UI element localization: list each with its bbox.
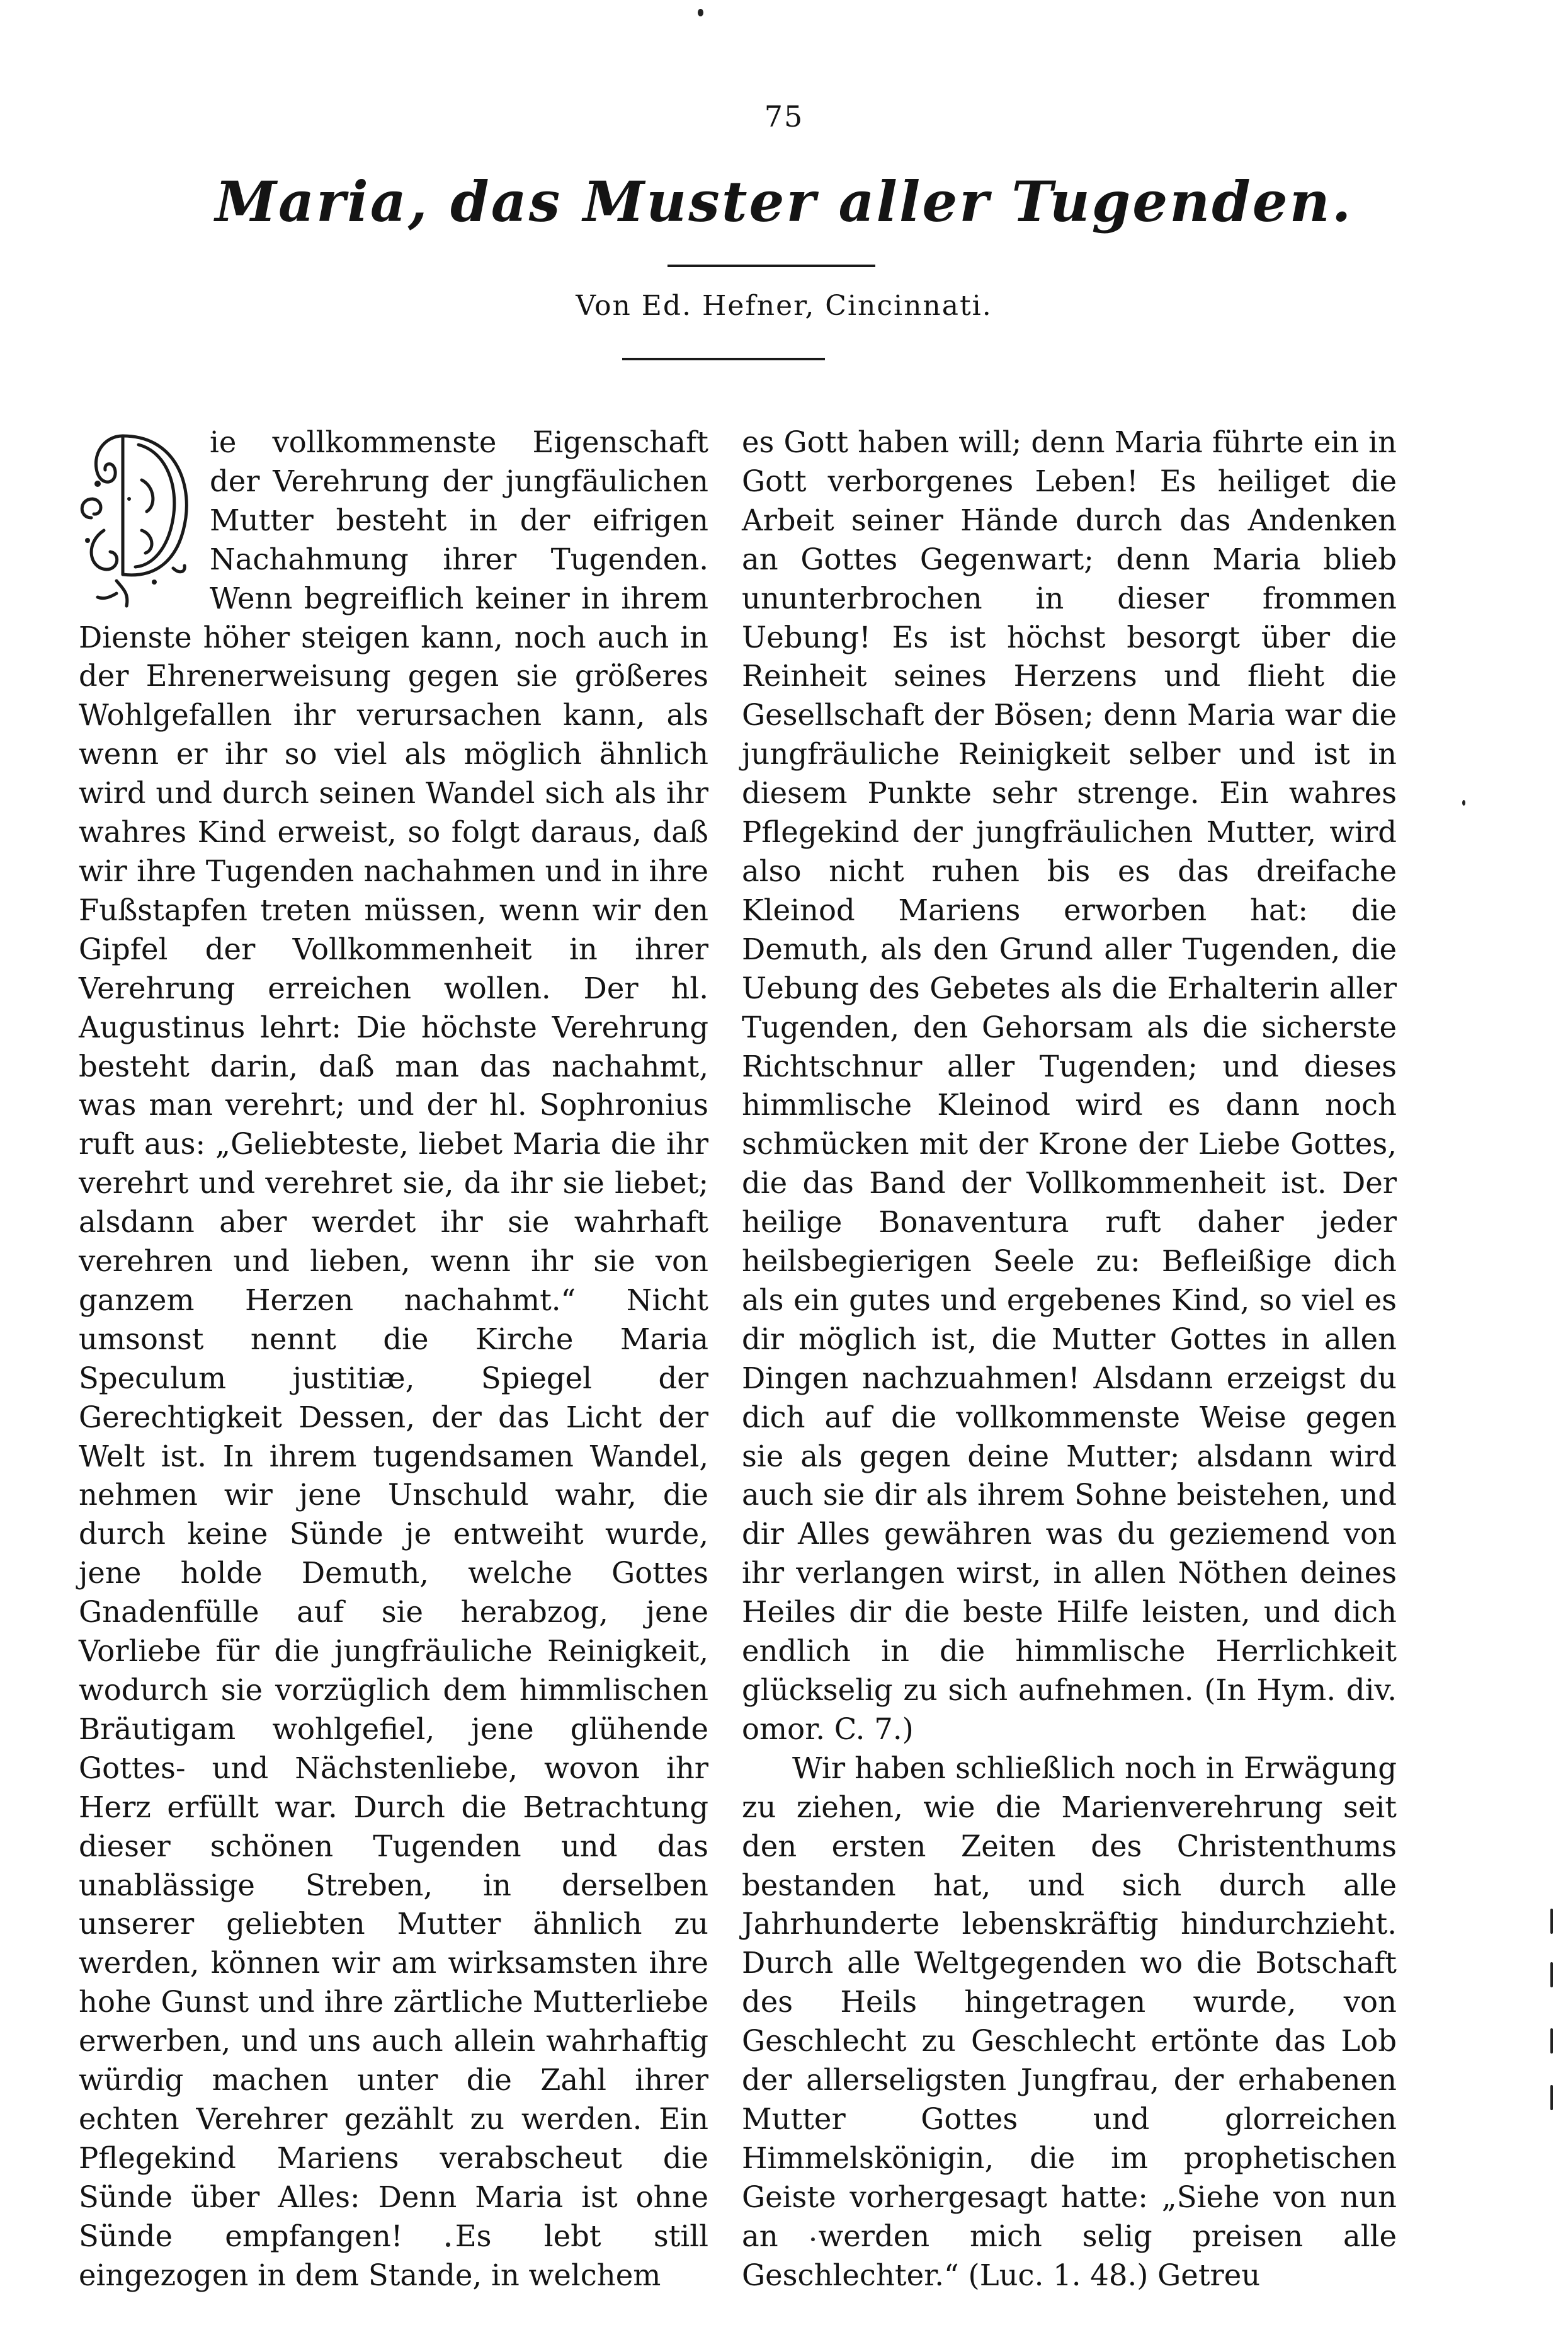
print-speck bbox=[1550, 2085, 1553, 2110]
byline-divider bbox=[622, 358, 825, 360]
paragraph: es Gott haben will; denn Maria führte ein in Gott verborgenes Leben! Es heiliget die Arbeit seiner Hände durch das Andenken an Gottes Gegenwart; denn Maria blieb ununterbrochen in dieser frommen Uebung! Es ist höchst besorgt über die Reinheit seines Herzens und flieht die Gesellschaft der Bösen; denn Maria war die jungfräuliche Reinigkeit selber und ist in diesem Punkte sehr strenge. Ein wahres Pflegekind der jungfräulichen Mutter, wird also nicht ruhen bis es das dreifache Kleinod Mariens erworben hat: die Demuth, als den Grund aller Tugenden, die Uebung des Gebetes als die Erhalterin aller Tugenden, den Gehorsam als die sicherste Richtschnur aller Tugenden; und dieses himmlische Kleinod wird es dann noch schmücken mit der Krone der Liebe Gottes, die das Band der Vollkommenheit ist. Der heilige Bonaventura ruft daher jeder heilsbegierigen Seele zu: Befleißige dich als ein gutes und ergebenes Kind, so viel es dir möglich ist, die Mutter Gottes in allen Dingen nachzuahmen! Alsdann erzeigst du dich auf die vollkommenste Weise gegen sie als gegen deine Mutter; alsdann wird auch sie dir als ihrem Sohne beistehen, und dir Alles gewähren was du geziemend von ihr verlangen wirst, in allen Nöthen deines Heiles dir die beste Hilfe leisten, und dich endlich in die himmlische Herrlichkeit glückselig zu sich aufnehmen. (In Hym. div. omor. C. 7.) bbox=[742, 425, 1397, 1746]
right-column bbox=[742, 423, 1397, 2295]
print-speck bbox=[1550, 1909, 1553, 1934]
print-speck bbox=[1550, 1962, 1553, 1987]
print-speck bbox=[1462, 800, 1465, 806]
print-speck bbox=[698, 9, 703, 16]
print-speck bbox=[1550, 2028, 1553, 2054]
author-byline: Von Ed. Hefner, Cincinnati. bbox=[576, 290, 992, 322]
page-number: 75 bbox=[764, 100, 804, 134]
paragraph: ie vollkommenste Eigenschaft der Verehrung der jungfäulichen Mutter besteht in der eifrigen Nachahmung ihrer Tugenden. Wenn begreiflich keiner in ihrem Dienste höher steigen kann, noch auch in der Ehrenerweisung gegen sie größeres Wohlgefallen ihr verursachen kann, als wenn er ihr so viel als möglich ähnlich wird und durch seinen Wandel sich als ihr wahres Kind erweist, so folgt daraus, daß wir ihre Tugenden nachahmen und in ihre Fußstapfen treten müssen, wenn wir den Gipfel der Vollkommenheit in ihrer Verehrung erreichen wollen. Der hl. Augustinus lehrt: Die höchste Verehrung besteht darin, daß man das nachahmt, was man verehrt; und der hl. Sophronius ruft aus: „Geliebteste, liebet Maria die ihr verehrt und verehret sie, da ihr sie liebet; alsdann aber werdet ihr sie wahrhaft verehren und lieben, wenn ihr sie von ganzem Herzen nachahmt.“ Nicht umsonst nennt die Kirche Maria Speculum justitiæ, Spiegel der Gerechtigkeit Dessen, der das Licht der Welt ist. In ihrem tugendsamen Wandel, nehmen wir jene Unschuld wahr, die durch keine Sünde je entweiht wurde, jene holde Demuth, welche Gottes Gnadenfülle auf sie herabzog, jene Vorliebe für die jungfräuliche Reinigkeit, wodurch sie vorzüglich dem himmlischen Bräutigam wohlgefiel, jene glühende Gottes- und Nächstenliebe, wovon ihr Herz erfüllt war. Durch die Betrachtung dieser schönen Tugenden und das unablässige Streben, in derselben unserer geliebten Mutter ähnlich zu werden, können wir am wirksamsten ihre hohe Gunst und ihre zärtliche Mutterliebe erwerben, und uns auch allein wahrhaftig würdig machen unter die Zahl ihrer echten Verehrer gezählt zu werden. Ein Pflegekind Mariens verabscheut die Sünde über Alles: Denn Maria ist ohne Sünde empfangen! Es lebt still eingezogen in dem Stande, in welchem bbox=[79, 425, 708, 2292]
title-divider bbox=[668, 265, 875, 267]
left-column bbox=[79, 423, 708, 2295]
page-title: Maria, das Muster aller Tugenden. bbox=[215, 169, 1353, 234]
paragraph: Wir haben schließlich noch in Erwägung zu ziehen, wie die Marienverehrung seit den ersten Zeiten des Christenthums bestanden hat, und sich durch alle Jahrhunderte lebenskräftig hindurchzieht. Durch alle Weltgegenden wo die Botschaft des Heils hingetragen wurde, von Geschlecht zu Geschlecht ertönte das Lob der allerseligsten Jungfrau, der erhabenen Mutter Gottes und glorreichen Himmelskönigin, die im prophetischen Geiste vorhergesagt hatte: „Siehe von nun an werden mich selig preisen alle Geschlechter.“ (Luc. 1. 48.) Getreu bbox=[742, 1751, 1397, 2292]
ornamental-initial-d-icon bbox=[79, 423, 198, 616]
